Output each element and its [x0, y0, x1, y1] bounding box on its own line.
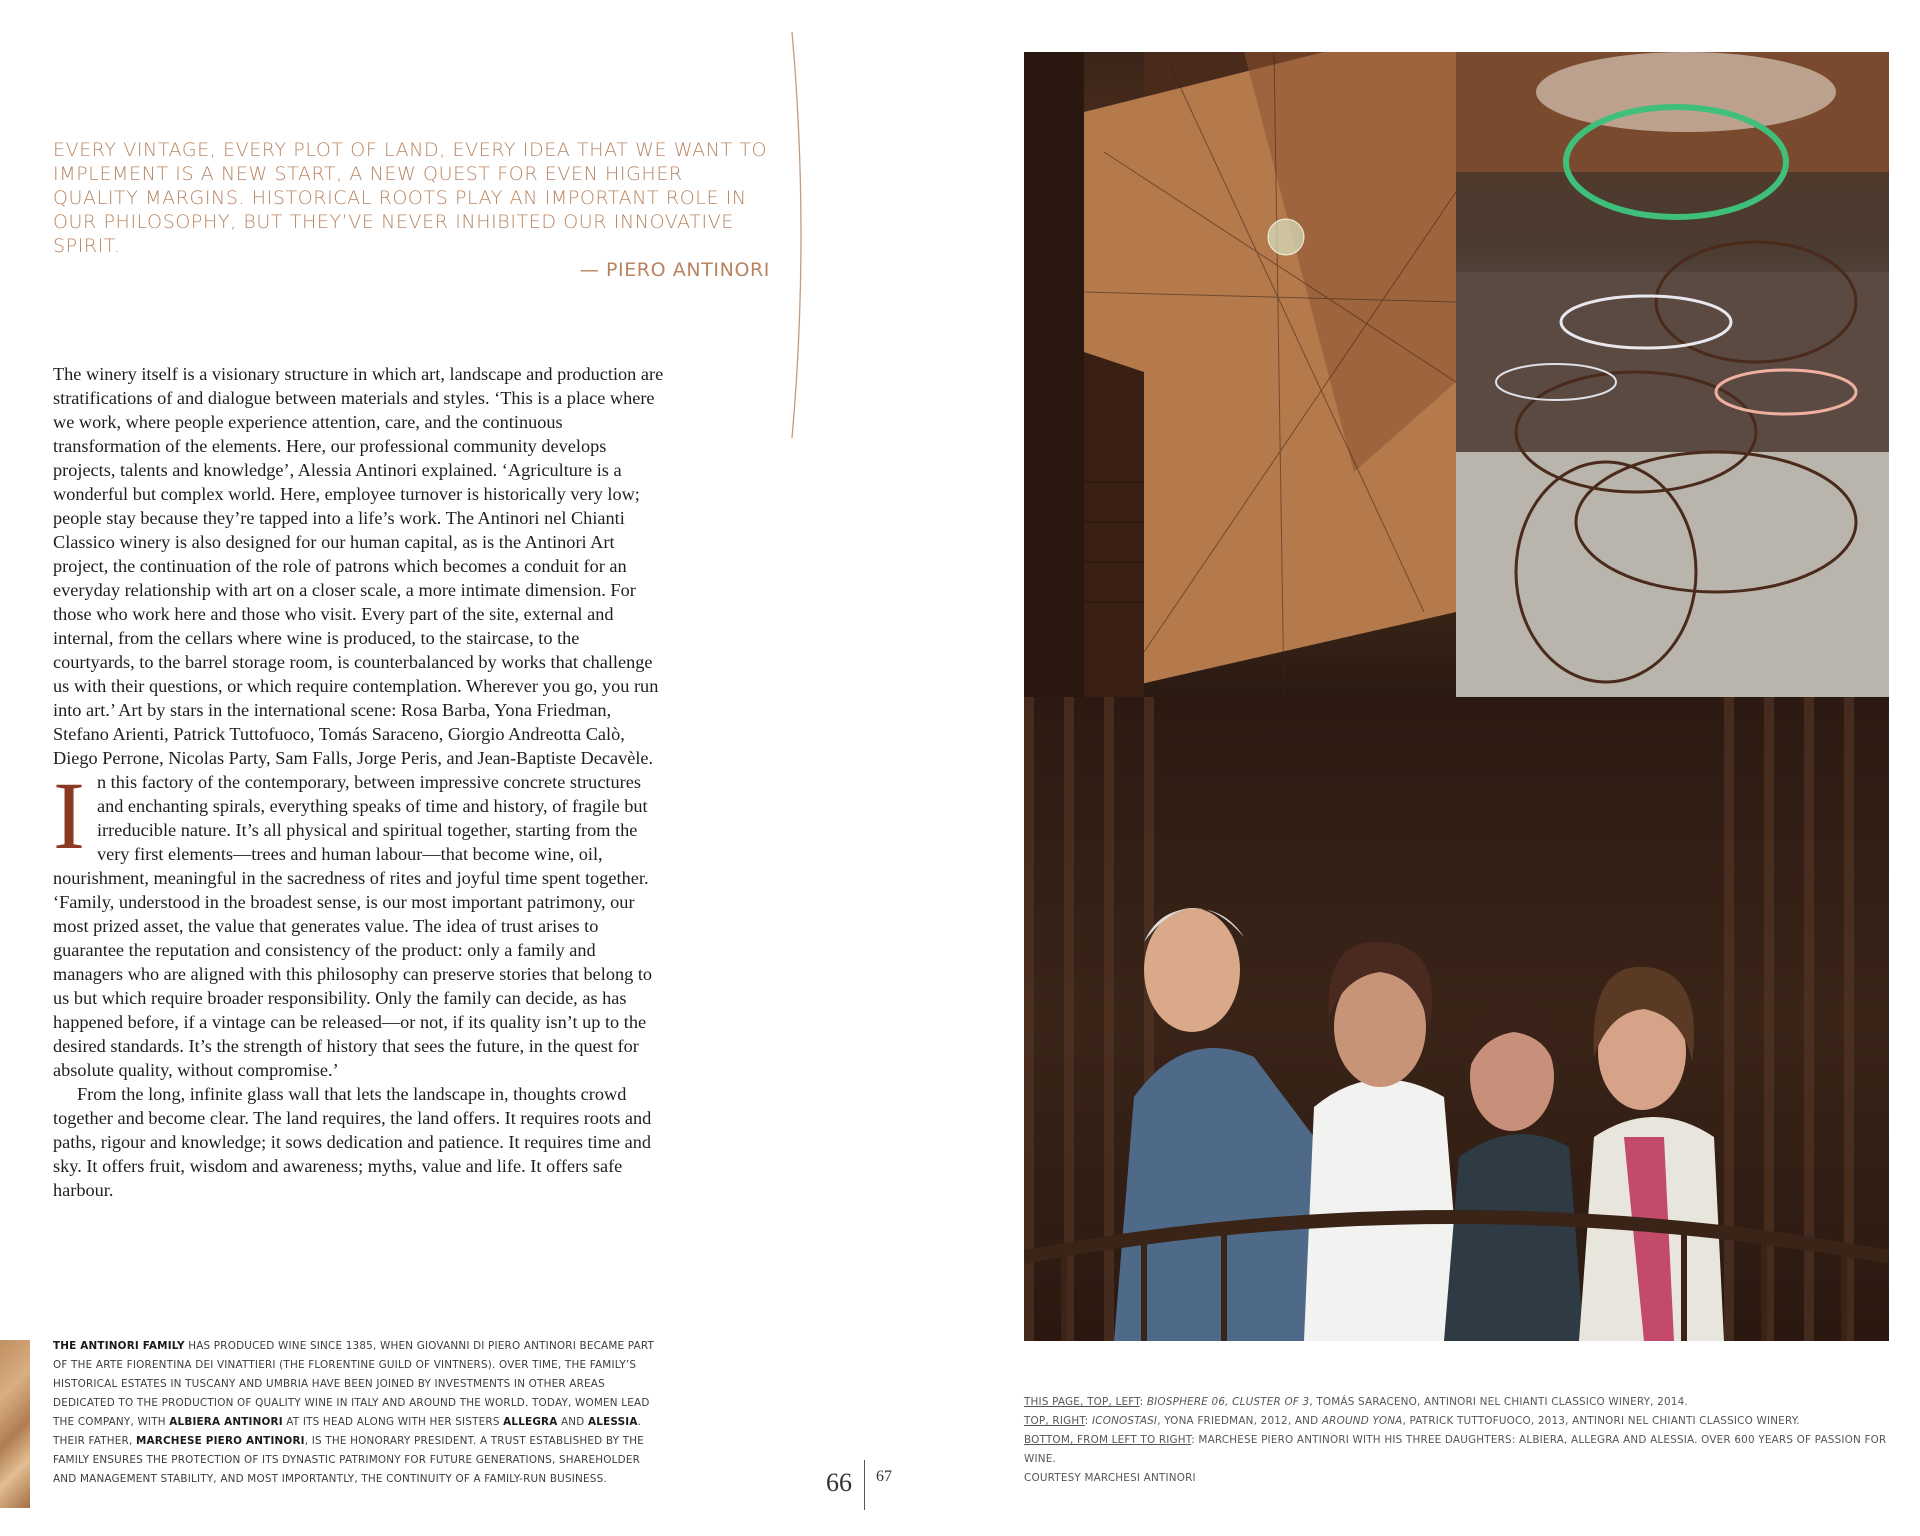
- photo-credit: COURTESY MARCHESI ANTINORI: [1024, 1472, 1196, 1484]
- decorative-arc: [780, 30, 820, 440]
- photo-captions: [1024, 1393, 1894, 1488]
- article-paragraph: The winery itself is a visionary structure in which art, landscape and production are stratifications of and dialogue between materials and styles. ‘This is a place where we work, where people experience attention, care, and the continuous transformation of the elements. Here, our professional community develops projects, talents and knowledge’, Alessia Antinori explained. ‘Agriculture is a wonderful but complex world. Here, employee turnover is historically very low; people stay because they’re tapped into a life’s work. The Antinori nel Chianti Classico winery is also designed for our human capital, as is the Antinori Art project, the continuation of the role of patrons which becomes a conduit for an everyday relationship with art on a closer scale, a more intimate dimension. For those who work here and those who visit. Every part of the site, external and internal, from the cellars where wine is produced, to the staircase, to the courtyards, to the barrel storage room, is counterbalanced by works that challenge us with their questions, or which require contemplation. Wherever you go, you run into art.’ Art by stars in the international scene: Rosa Barba, Yona Friedman, Stefano Arienti, Patrick Tuttofuoco, Tomás Saraceno, Giorgio Andreotta Calò, Diego Perrone, Nicolas Party, Sam Falls, Jorge Peris, and Jean-Baptiste Decavèle.: [53, 364, 664, 768]
- pull-quote-attribution: — PIERO ANTINORI: [579, 259, 770, 281]
- pull-quote: EVERY VINTAGE, EVERY PLOT OF LAND, EVERY IDEA THAT WE WANT TO IMPLEMENT IS A NEW START, A NEW QUEST FOR EVEN HIGHER QUALITY MARGINS. HISTORICAL ROOTS PLAY AN IMPORTANT ROLE IN OUR PHILOSOPHY, BUT THEY’VE NEVER INHIBITED OUR INNOVATIVE SPIRIT.: [53, 139, 768, 257]
- article-paragraph: In this factory of the contemporary, between impressive concrete structures and enchanting spirals, everything speaks of time and history, of fragile but irreducible nature. It’s all physical and spiritual together, starting from the very first elements—trees and human labour—that become wine, oil, nourishment, meaningful in the sacredness of rites and joyful time spent together. ‘Family, understood in the broadest sense, is our most important patrimony, our most prized asset, the value that generates value. The idea of trust arises to guarantee the reputation and consistency of the product: only a family and managers who are aligned with this philosophy can preserve stories that belong to us but which require broader responsibility. Only the family can decide, as has happened before, if a vintage can be released—or not, if its quality isn’t up to the desired standards. It’s the strength of history that sees the future, in the quest for absolute quality, without compromise.’: [53, 762, 653, 1080]
- article-paragraph: From the long, infinite glass wall that lets the landscape in, thoughts crowd together and become clear. The land requires, the land offers. It requires roots and paths, rigour and knowledge; it sows dedication and patience. It requires time and sky. It offers fruit, wisdom and awareness; myths, value and life. It offers safe harbour.: [53, 1084, 652, 1200]
- caption-top-right: TOP, RIGHT: ICONOSTASI, YONA FRIEDMAN, 2012, AND AROUND YONA, PATRICK TUTTOFUOCO, 2013, ANTINORI NEL CHIANTI CLASSICO WINERY.: [1024, 1415, 1800, 1427]
- photo-iconostasi-rings: [1456, 52, 1889, 697]
- side-photo-strip: [0, 1340, 30, 1508]
- drop-cap: I: [53, 762, 85, 869]
- caption-bottom: BOTTOM, FROM LEFT TO RIGHT: MARCHESE PIERO ANTINORI WITH HIS THREE DAUGHTERS: ALBIERA, ALLEGRA AND ALESSIA. OVER 600 YEARS OF PASSION FOR WINE.: [1024, 1434, 1887, 1465]
- article-body: [53, 362, 665, 1202]
- photo-biosphere-staircase: [1024, 52, 1456, 697]
- page-number-left: 66: [826, 1468, 852, 1497]
- photo-antinori-family: [1024, 697, 1889, 1341]
- page-number-divider: [864, 1460, 865, 1510]
- page-number-right: 67: [876, 1468, 892, 1485]
- family-note: THE ANTINORI FAMILY HAS PRODUCED WINE SINCE 1385, WHEN GIOVANNI DI PIERO ANTINORI BECAME PART OF THE ARTE FIORENTINA DEI VINATTIERI (THE FLORENTINE GUILD OF VINTNERS). OVER TIME, THE FAMILY’S HISTORICAL ESTATES IN TUSCANY AND UMBRIA HAVE BEEN JOINED BY INVESTMENTS IN OTHER AREAS DEDICATED TO THE PRODUCTION OF QUALITY WINE IN ITALY AND AROUND THE WORLD. TODAY, WOMEN LEAD THE COMPANY, WITH ALBIERA ANTINORI AT ITS HEAD ALONG WITH HER SISTERS ALLEGRA AND ALESSIA. THEIR FATHER, MARCHESE PIERO ANTINORI, IS THE HONORARY PRESIDENT. A TRUST ESTABLISHED BY THE FAMILY ENSURES THE PROTECTION OF ITS DYNASTIC PATRIMONY FOR FUTURE GENERATIONS, SHAREHOLDER AND MANAGEMENT STABILITY, AND MOST IMPORTANTLY, THE CONTINUITY OF A FAMILY-RUN BUSINESS.: [53, 1340, 655, 1485]
- caption-top-left: THIS PAGE, TOP, LEFT: BIOSPHERE 06, CLUSTER OF 3, TOMÁS SARACENO, ANTINORI NEL CHIANTI CLASSICO WINERY, 2014.: [1024, 1396, 1688, 1408]
